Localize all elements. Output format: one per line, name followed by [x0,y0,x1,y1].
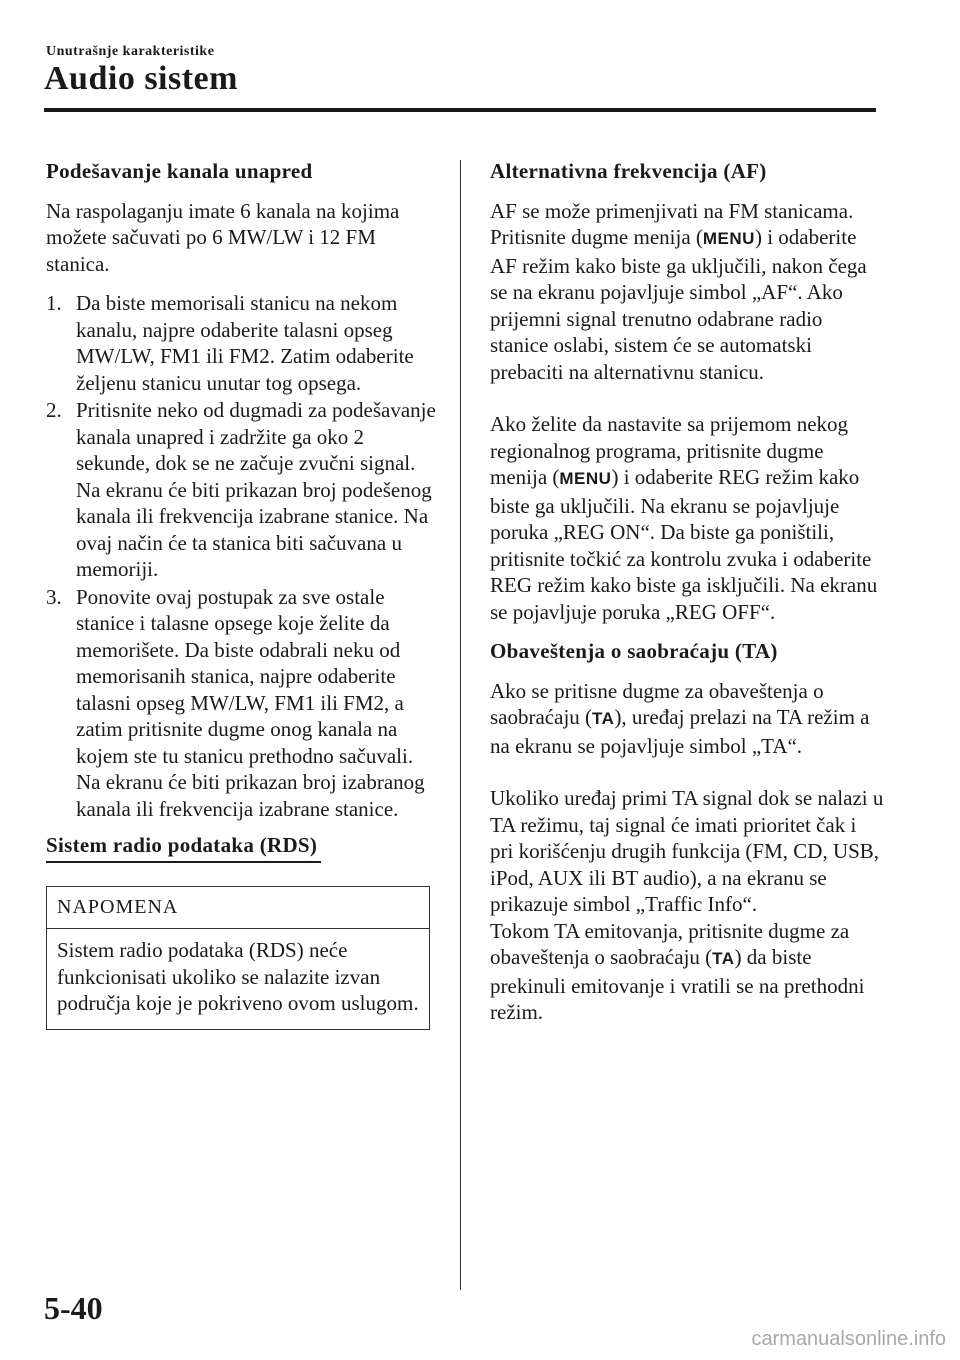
note-text: Sistem radio podataka (RDS) neće funkcionisati ukoliko se nalazite izvan područja koje je pokriveno ovom uslugom. [57,938,419,1015]
menu-key-label: MENU [559,469,612,488]
ta-key-label: TA [592,709,615,728]
text-run: ), uređaj prelazi na TA režim a na ekranu se pojavljuje simbol „TA“. [490,705,870,758]
text-run: AF se može primenjivati na FM stanicama. Pritisnite dugme menija ( [490,198,854,249]
note-box [46,886,430,1030]
step-text: Pritisnite neko od dugmadi za podešavanje kanala unapred i zadržite ga oko 2 sekunde, dok se ne začuje zvučni signal. Na ekranu će biti prikazan broj podešenog kanala ili frekvencija izabrane stanice. Na ovaj način će ta stanica biti sačuvana u memoriji. [76,398,436,581]
af-paragraph-2 [490,411,884,625]
preset-heading: Podešavanje kanala unapred [46,159,313,183]
right-column [490,158,884,1039]
text-run: Ako se pritisne dugme za obaveštenja o saobraćaju ( [490,678,824,729]
column-divider [460,160,461,1290]
menu-key-label: MENU [702,229,755,248]
ta-paragraph-1 [490,678,884,760]
text-run: Ako želite da nastavite sa prijemom nekog regionalnog programa, pritisnite dugme menija ( [490,412,849,489]
step-item [46,397,438,583]
text-run: Tokom TA emitovanja, pritisnite dugme za obaveštenja o saobraćaju ( [490,918,850,969]
ta-heading: Obaveštenja o saobraćaju (TA) [490,639,778,663]
watermark: carmanualsonline.info [751,1328,946,1350]
preset-intro: Na raspolaganju imate 6 kanala na kojima možete sačuvati po 6 MW/LW i 12 FM stanica. [46,198,400,276]
step-number: 2. [46,398,62,422]
left-column [46,158,438,1030]
note-title: NAPOMENA [47,887,429,930]
text-run: ) i odaberite AF režim kako biste ga uključili, nakon čega se na ekranu pojavljuje simbol „AF“. Ako prijemni signal trenutno odabrane radio stanice oslabi, sistem će se automatski prebaciti na alternativnu stanicu. [490,225,867,384]
step-number: 1. [46,291,62,315]
ta-paragraph-3 [490,918,884,1026]
step-item [46,584,438,823]
text-run: ) i odaberite REG režim kako biste ga uključili. Na ekranu se pojavljuje poruka „REG ON“. Da biste ga poništili, pritisnite točkić za kontrolu zvuka i odaberite REG režim kako biste ga isključili. Na ekranu se pojavljuje poruka „REG OFF“. [490,465,878,624]
preset-steps [46,290,438,822]
rds-heading: Sistem radio podataka (RDS) [46,832,321,863]
text-run: ) da biste prekinuli emitovanje i vratili se na prethodni režim. [490,945,865,1024]
step-number: 3. [46,584,62,609]
step-item [46,290,438,396]
section-label: Unutrašnje karakteristike [46,44,215,59]
ta-key-label: TA [712,949,735,968]
header-rule [44,108,876,112]
af-heading: Alternativna frekvencija (AF) [490,159,767,183]
ta-paragraph-2: Ukoliko uređaj primi TA signal dok se nalazi u TA režimu, taj signal će imati prioritet čak i pri korišćenju drugih funkcija (FM, CD, USB, iPod, AUX ili BT audio), a na ekranu se prikazuje simbol „Traffic Info“. [490,786,884,916]
step-text: Ponovite ovaj postupak za sve ostale stanice i talasne opsege koje želite da memorišete. Da biste odabrali neku od memorisanih stanica, najpre odaberite talasni opseg MW/LW, FM1 ili FM2, a zatim pritisnite dugme onog kanala na kojem ste tu stanicu prethodno sačuvali. Na ekranu će biti prikazan broj izabranog kanala ili frekvencija izabrane stanice. [76,584,425,821]
page-number: 5-40 [44,1290,103,1326]
af-paragraph-1 [490,198,884,386]
chapter-title: Audio sistem [44,60,238,97]
step-text: Da biste memorisali stanicu na nekom kanalu, najpre odaberite talasni opseg MW/LW, FM1 ili FM2. Zatim odaberite željenu stanicu unutar tog opsega. [76,291,414,395]
